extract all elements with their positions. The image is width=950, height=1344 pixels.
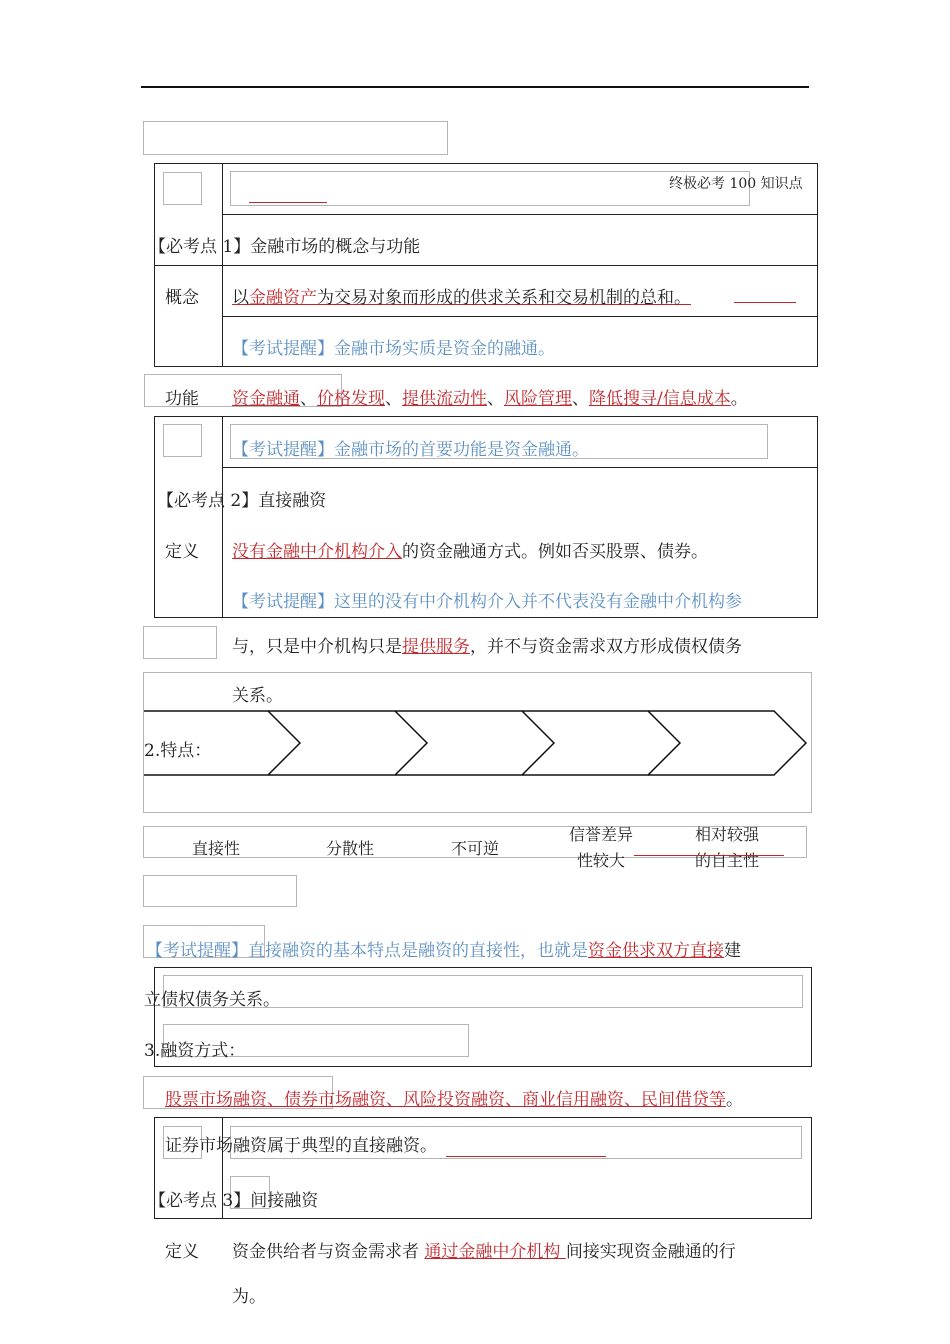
concept-label: 概念	[165, 288, 199, 308]
tip-line3: 关系。	[232, 686, 283, 706]
method-item: 股票市场融资	[165, 1090, 267, 1110]
sep: 、	[572, 389, 589, 409]
chevron-shape	[522, 711, 680, 775]
sep: 、	[505, 1090, 522, 1110]
empty-frame	[143, 626, 217, 659]
chevron-shape	[268, 711, 427, 775]
features-title: 2.特点：	[144, 741, 212, 761]
function-label: 功能	[165, 389, 199, 409]
tip-line2-term: 提供服务	[402, 637, 470, 657]
features-arrow-chain	[140, 708, 812, 778]
methods-list	[165, 1089, 743, 1111]
feature-item: 分散性	[326, 839, 375, 858]
section2-heading: 【必考点 2】直接融资	[157, 491, 327, 511]
def-pre: 资金供给者与资金需求者	[232, 1242, 425, 1262]
red-mark	[734, 302, 796, 303]
method-item: 民间借贷等	[641, 1090, 726, 1110]
sep: 、	[385, 389, 402, 409]
section1-heading: 【必考点 1】金融市场的概念与功能	[149, 237, 421, 257]
tip-1: 【考试提醒】金融市场实质是资金的融通。	[232, 339, 555, 359]
empty-frame	[143, 121, 448, 155]
tip-3-pre: 【考试提醒】直接融资的基本特点是融资的直接性，也就是	[146, 941, 588, 961]
feature-item: 直接性	[192, 839, 241, 858]
def-line2: 为。	[232, 1287, 266, 1307]
feature-item-line2: 性较大	[577, 851, 626, 870]
tip-3-post: 建	[724, 941, 741, 961]
chevron-shape	[648, 711, 806, 775]
chevron-shape	[395, 711, 554, 775]
concept-text	[232, 287, 691, 309]
sep: 、	[487, 389, 504, 409]
empty-frame	[163, 172, 202, 205]
concept-term: 金融资产	[249, 288, 317, 308]
sep: 、	[300, 389, 317, 409]
function-item: 风险管理	[504, 389, 572, 409]
methods-title: 3.融资方式：	[144, 1041, 246, 1061]
feature-item: 相对较强	[695, 825, 760, 844]
def-term: 没有金融中介机构介入	[232, 542, 402, 562]
method-item: 商业信用融资	[522, 1090, 624, 1110]
def-text	[232, 541, 708, 563]
sep: 、	[267, 1090, 284, 1110]
def-post: 的资金融通方式。例如否买股票、债券。	[402, 542, 708, 562]
def-label: 定义	[165, 1242, 199, 1262]
row-line	[154, 265, 818, 266]
function-item: 降低搜寻/信息成本	[589, 389, 731, 409]
tip-line2-post: ，并不与资金需求双方形成债权债务	[470, 637, 742, 657]
sep: 、	[624, 1090, 641, 1110]
feature-item: 不可逆	[451, 839, 500, 858]
function-list	[232, 388, 748, 410]
header-rule	[141, 86, 809, 88]
section2-divider	[222, 416, 223, 618]
concept-post: 为交易对象而形成的供求关系和交易机制的总和。	[317, 288, 691, 308]
tip-3	[146, 940, 741, 962]
concept-pre: 以	[232, 288, 249, 308]
def-label: 定义	[165, 542, 199, 562]
tip-3-term: 资金供求双方直接	[588, 941, 724, 961]
feature-item-line2: 的自主性	[695, 851, 760, 870]
row-line	[222, 467, 818, 468]
red-mark	[446, 1156, 606, 1157]
tip-2: 【考试提醒】金融市场的首要功能是资金融通。	[232, 440, 589, 460]
red-mark	[249, 202, 327, 203]
empty-frame	[143, 875, 297, 907]
function-item: 资金融通	[232, 389, 300, 409]
tip-line1: 【考试提醒】这里的没有中介机构介入并不代表没有金融中介机构参	[232, 592, 742, 612]
method-item: 债券市场融资	[284, 1090, 386, 1110]
sep: 、	[386, 1090, 403, 1110]
header-label: 终极必考 100 知识点	[669, 176, 803, 192]
row-line	[222, 316, 818, 317]
function-item: 提供流动性	[402, 389, 487, 409]
end: 。	[726, 1090, 743, 1110]
function-item: 价格发现	[317, 389, 385, 409]
def-term: 通过金融中介机构	[424, 1242, 566, 1262]
tip-line2-pre: 与，只是中介机构只是	[232, 637, 402, 657]
method-item: 风险投资融资	[403, 1090, 505, 1110]
def-text	[232, 1241, 736, 1263]
tip-line2	[232, 636, 742, 658]
tip-3-line2: 立债权债务关系。	[144, 990, 280, 1010]
row-line	[222, 214, 818, 215]
def-post: 间接实现资金融通的行	[565, 1242, 736, 1262]
red-mark	[634, 855, 784, 856]
section3-heading: 【必考点 3】间接融资	[149, 1191, 319, 1211]
methods-note: 证券市场融资属于典型的直接融资。	[165, 1136, 437, 1156]
end: 。	[730, 389, 748, 409]
empty-frame	[163, 424, 202, 457]
feature-item: 信誉差异	[569, 825, 634, 844]
